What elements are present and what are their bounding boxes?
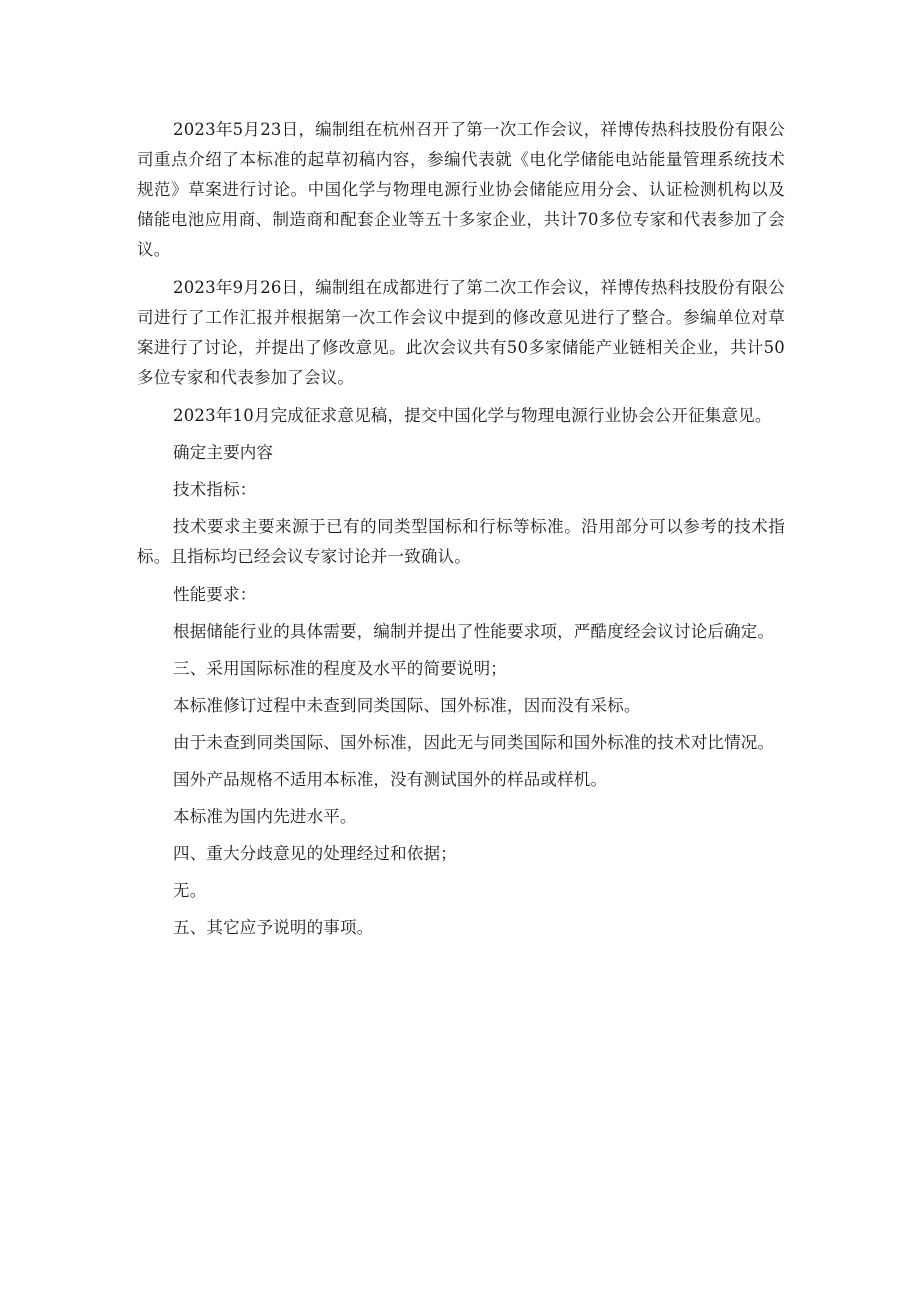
- heading-performance-requirements: 性能要求：: [173, 585, 257, 604]
- paragraph-second-meeting: 2023年9月26日，编制组在成都进行了第二次工作会议，祥博传热科技股份有限公司进行了工作汇报并根据第一次工作会议中提到的修改意见进行了整合。参编单位对草案进行了讨论，并提出了修改意见。此次会议共有50多家储能产业链相关企业，共计50多位专家和代表参加了会议。: [137, 278, 785, 387]
- heading-section-five: 五、其它应予说明的事项。: [173, 918, 374, 937]
- heading-section-three: 三、采用国际标准的程度及水平的简要说明；: [173, 659, 507, 678]
- paragraph-draft-completion: 2023年10月完成征求意见稿，提交中国化学与物理电源行业协会公开征集意见。: [173, 406, 772, 425]
- paragraph-no-adoption: 本标准修订过程中未查到同类国际、国外标准，因而没有采标。: [173, 696, 641, 715]
- paragraph-level: 本标准为国内先进水平。: [173, 807, 357, 826]
- paragraph-none: 无。: [173, 881, 207, 900]
- heading-technical-indicators: 技术指标：: [173, 480, 257, 499]
- paragraph-foreign-products: 国外产品规格不适用本标准，没有测试国外的样品或样机。: [173, 770, 608, 789]
- document-page: [137, 115, 785, 950]
- paragraph-performance-requirements: 根据储能行业的具体需要，编制并提出了性能要求项，严酷度经会议讨论后确定。: [173, 622, 775, 641]
- paragraph-first-meeting: 2023年5月23日，编制组在杭州召开了第一次工作会议，祥博传热科技股份有限公司重点介绍了本标准的起草初稿内容，参编代表就《电化学储能电站能量管理系统技术规范》草案进行讨论。中国化学与物理电源行业协会储能应用分会、认证检测机构以及储能电池应用商、制造商和配套企业等五十多家企业，共计70多位专家和代表参加了会议。: [137, 120, 785, 259]
- paragraph-technical-requirements: 技术要求主要来源于已有的同类型国标和行标等标准。沿用部分可以参考的技术指标。且指标均已经会议专家讨论并一致确认。: [137, 517, 785, 566]
- heading-main-content: 确定主要内容: [173, 443, 274, 462]
- heading-section-four: 四、重大分歧意见的处理经过和依据；: [173, 844, 457, 863]
- paragraph-no-comparison: 由于未查到同类国际、国外标准，因此无与同类国际和国外标准的技术对比情况。: [173, 733, 775, 752]
